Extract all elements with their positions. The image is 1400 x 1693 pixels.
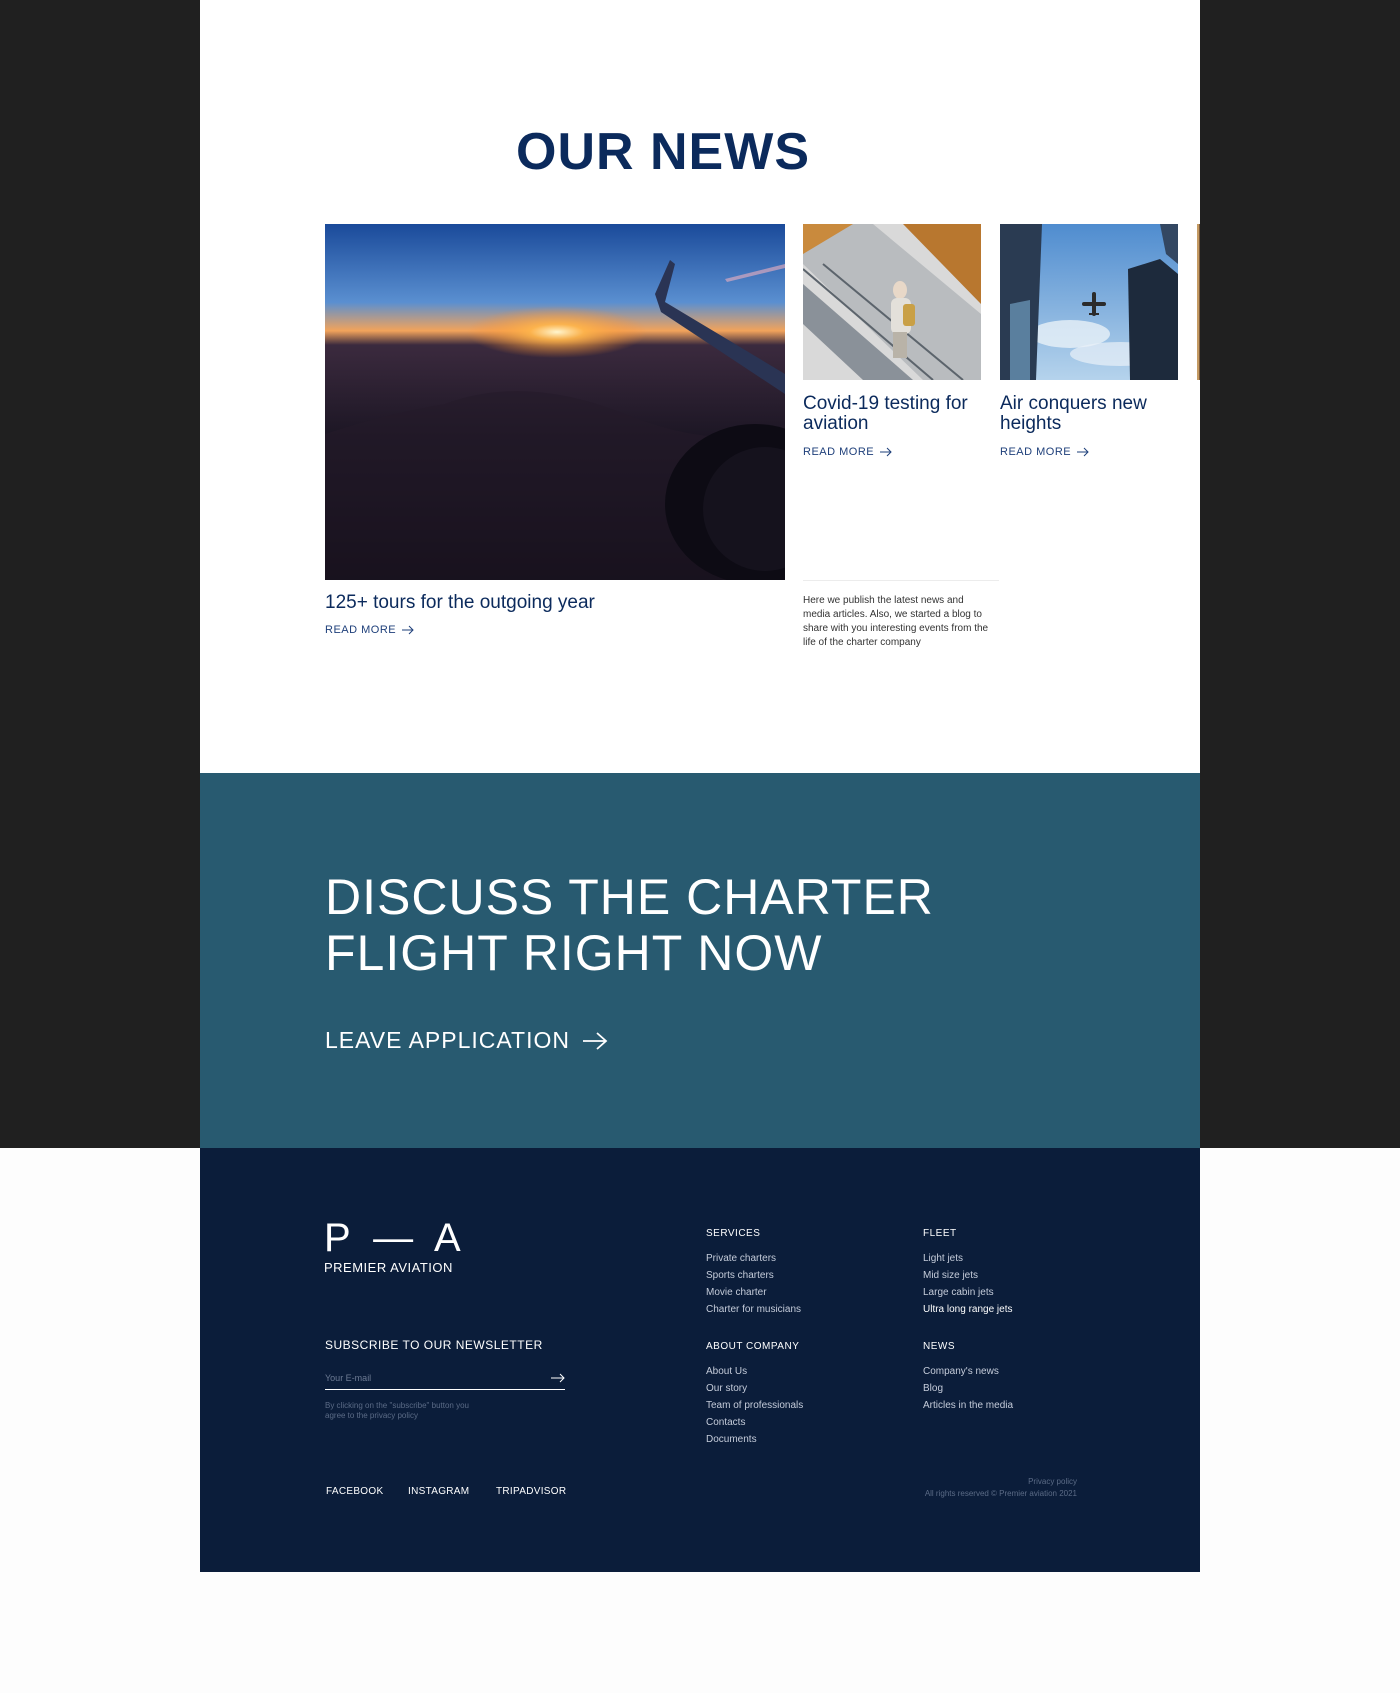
footer-link[interactable]: Sports charters [706, 1270, 774, 1281]
logo[interactable]: P — A [324, 1216, 467, 1260]
leave-application-link[interactable] [325, 1027, 608, 1054]
featured-read-more-link[interactable] [325, 624, 414, 636]
news-card-image[interactable] [1197, 224, 1200, 380]
footer-services-column [706, 1228, 801, 1318]
news-card-read-more-link[interactable] [803, 446, 981, 458]
news-card-read-more-link[interactable] [1000, 446, 1178, 458]
newsletter-form [325, 1366, 565, 1390]
newsletter-title: SUBSCRIBE TO OUR NEWSLETTER [325, 1338, 543, 1352]
leave-application-label: LEAVE APPLICATION [325, 1027, 570, 1053]
newsletter-note: By clicking on the "subscribe" button you agree to the privacy policy [325, 1401, 469, 1420]
footer-link[interactable]: Charter for musicians [706, 1304, 802, 1315]
footer-news-column [923, 1341, 1013, 1414]
news-card[interactable] [1000, 224, 1178, 458]
news-card-title[interactable]: Covid-19 testing for aviation [803, 393, 968, 434]
read-more-label: READ MORE [325, 624, 397, 636]
featured-news-image[interactable] [325, 224, 785, 580]
footer-link[interactable]: Articles in the media [923, 1400, 1014, 1411]
footer-link[interactable]: Blog [923, 1383, 944, 1394]
footer-link-active[interactable]: Ultra long range jets [923, 1304, 1013, 1315]
footer-link[interactable]: About Us [706, 1366, 748, 1377]
footer-column-title: FLEET [923, 1228, 957, 1239]
site-footer [200, 1148, 1200, 1572]
privacy-policy-link[interactable]: Privacy policy [1028, 1477, 1077, 1486]
news-card[interactable] [803, 224, 981, 458]
subscribe-button[interactable] [551, 1373, 565, 1383]
footer-link[interactable]: Our story [706, 1383, 748, 1394]
arrow-right-icon [551, 1373, 565, 1383]
footer-fleet-column [923, 1228, 1013, 1318]
footer-link[interactable]: Team of professionals [706, 1400, 804, 1411]
footer-column-title: SERVICES [706, 1228, 761, 1239]
instagram-link[interactable]: INSTAGRAM [408, 1486, 470, 1497]
cta-section [200, 773, 1200, 1148]
read-more-label: READ MORE [1000, 446, 1072, 458]
news-card-partial[interactable] [1197, 224, 1200, 380]
facebook-link[interactable]: FACEBOOK [326, 1486, 384, 1497]
arrow-right-icon [880, 447, 892, 457]
footer-link[interactable]: Movie charter [706, 1287, 767, 1298]
read-more-label: READ MORE [803, 446, 875, 458]
footer-link[interactable]: Light jets [923, 1253, 964, 1264]
news-description: Here we publish the latest news and media articles. Also, we started a blog to share with you interesting events from the life of the charter company [803, 595, 989, 648]
arrow-right-icon [582, 1031, 608, 1051]
news-section [200, 0, 1200, 773]
featured-news-title[interactable]: 125+ tours for the outgoing year [325, 592, 595, 613]
footer-link[interactable]: Company's news [923, 1366, 999, 1377]
footer-column-title: ABOUT COMPANY [706, 1341, 800, 1352]
footer-link[interactable]: Mid size jets [923, 1270, 979, 1281]
footer-link[interactable]: Documents [706, 1434, 757, 1445]
tripadvisor-link[interactable]: TRIPADVISOR [496, 1486, 567, 1497]
arrow-right-icon [402, 625, 414, 635]
footer-link[interactable]: Private charters [706, 1253, 777, 1264]
footer-about-column [706, 1341, 803, 1448]
news-card-image[interactable] [1000, 224, 1178, 380]
news-divider [803, 580, 999, 581]
footer-column-title: NEWS [923, 1341, 955, 1352]
news-card-image[interactable] [803, 224, 981, 380]
arrow-right-icon [1077, 447, 1089, 457]
logo-name: PREMIER AVIATION [324, 1260, 453, 1275]
news-card-title[interactable]: Air conquers new heights [1000, 393, 1147, 434]
footer-link[interactable]: Contacts [706, 1417, 746, 1428]
news-section-title: OUR NEWS [516, 123, 810, 181]
footer-link[interactable]: Large cabin jets [923, 1287, 994, 1298]
cta-title: DISCUSS THE CHARTER FLIGHT RIGHT NOW [325, 869, 934, 981]
copyright: All rights reserved © Premier aviation 2021 [924, 1489, 1077, 1498]
page [200, 0, 1200, 1572]
newsletter-email-input[interactable] [325, 1373, 525, 1383]
